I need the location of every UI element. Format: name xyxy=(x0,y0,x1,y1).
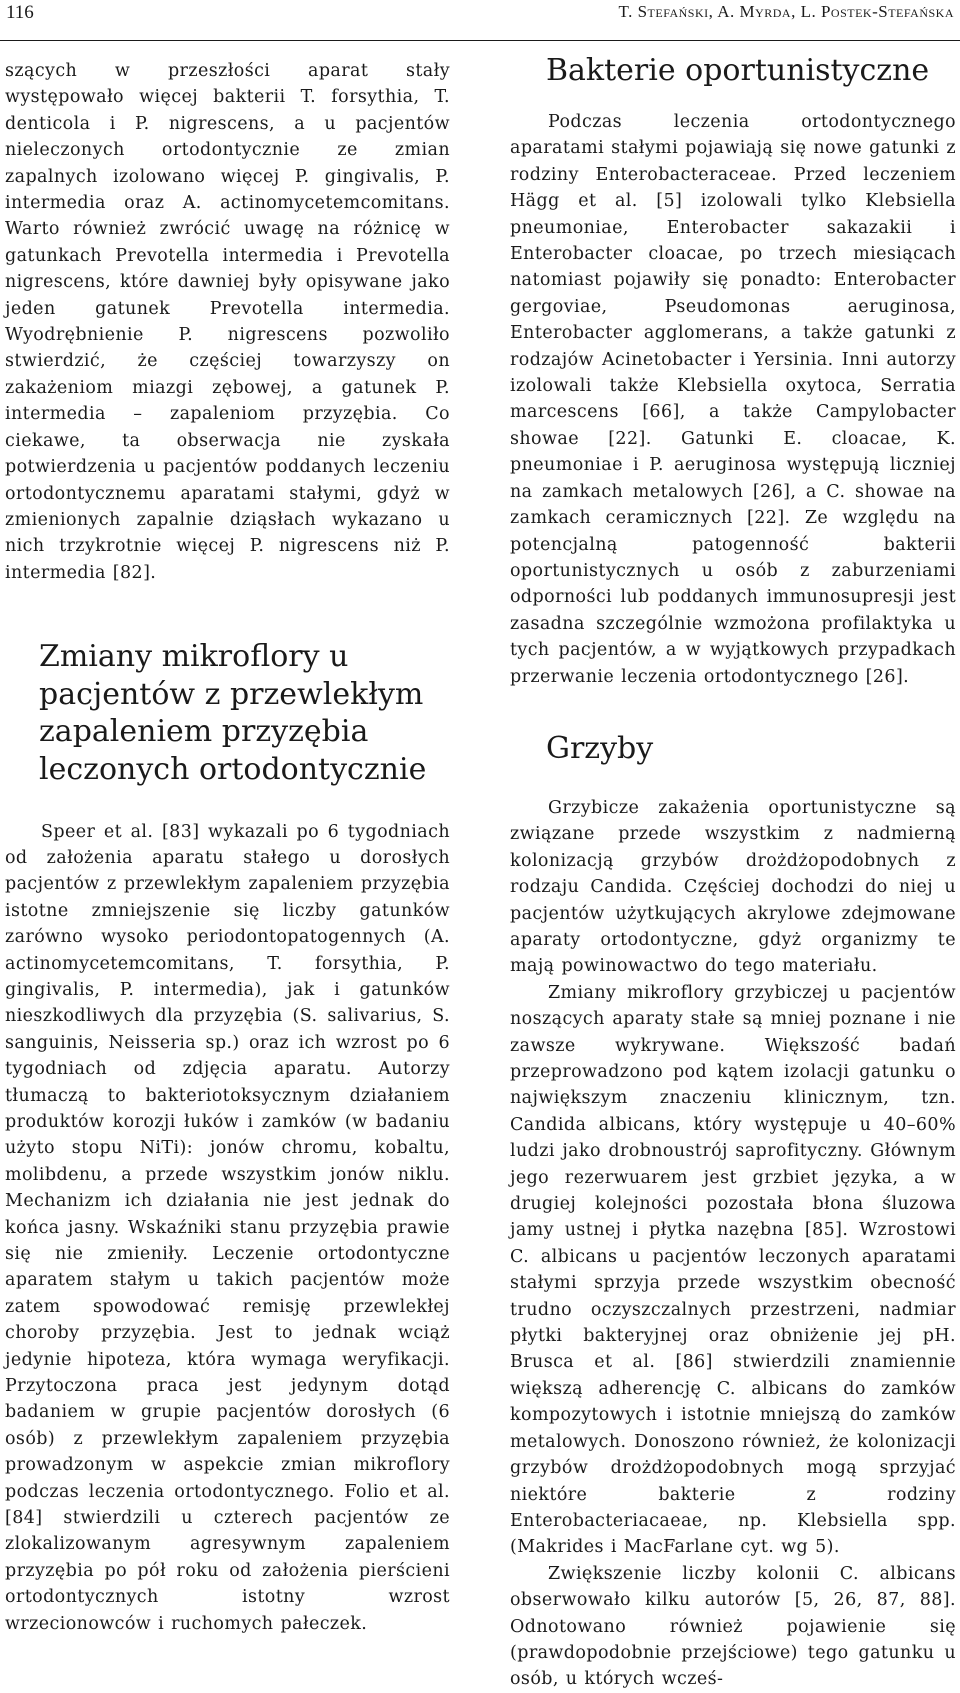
running-head: T. Stefański, A. Myrda, L. Postek-Stefańska xyxy=(618,2,954,21)
section-title-microflora-periodontitis: Zmiany mikroflory u pacjentów z przewlekłym zapaleniem przyzębia leczonych ortodontycznie xyxy=(39,639,427,787)
left-paragraph-2: Speer et al. [83] wykazali po 6 tygodniach od założenia aparatu stałego u dorosłych pacjentów z przewlekłym zapaleniem przyzębia istotne zmniejszenie się liczby gatunków zarówno wysoko periodontopatogennych (A. actinomycetemcomitans, T. forsythia, P. gingivalis, P. intermedia), jak i gatunków nieszkodliwych dla przyzębia (S. salivarius, S. sanguinis, Neisseria sp.) oraz ich wzrost po 6 tygodniach od zdjęcia aparatu. Autorzy tłumaczą to bakteriotoksycznym działaniem produktów korozji łuków i zamków (w badaniu użyto stopu NiTi): jonów chromu, kobaltu, molibdenu, a przede wszystkim jonów niklu. Mechanizm ich działania nie jest jednak do końca jasny. Wskaźniki stanu przyzębia prawie się nie zmieniły. Leczenie ortodontyczne aparatem stałym u takich pacjentów może zatem spowodować remisję przewlekłej choroby przyzębia. Jest to jednak wciąż jedynie hipoteza, która wymaga weryfikacji. Przytoczona praca jest jedynym dotąd badaniem w grupie pacjentów dorosłych (6 osób) z przewlekłym zapaleniem przyzębia prowadzonym w aspekcie zmian mikroflory podczas leczenia ortodontycznego. Folio et al. [84] stwierdzili u czterech pacjentów ze zlokalizowanym agresywnym zapaleniem przyzębia po pół roku od założenia pierścieni ortodontycznych istotny wzrost wrzecionowców i ruchomych pałeczek. xyxy=(5,821,450,1634)
left-paragraph-1: szących w przeszłości aparat stały występowało więcej bakterii T. forsythia, T. denticola i P. nigrescens, a u pacjentów nieleczonych ortodontycznie ze zmian zapalnych izolowano więcej P. gingivalis, P. intermedia oraz A. actinomycetemcomitans. Warto również zwrócić uwagę na różnicę w gatunkach Prevotella intermedia i Prevotella nigrescens, które dawniej były opisywane jako jeden gatunek Prevotella intermedia. Wyodrębnienie P. nigrescens pozwoliło stwierdzić, że częściej towarzyszy on zakażeniom miazgi zębowej, a gatunek P. intermedia – zapaleniom przyzębia. Co ciekawe, ta obserwacja nie zyskała potwierdzenia u pacjentów poddanych leczeniu ortodontycznemu aparatami stałymi, gdyż w zmienionych zapalnie dziąsłach wykazano u nich trzykrotnie więcej P. nigrescens niż P. intermedia [82]. xyxy=(5,61,450,583)
section-title-fungi: Grzyby xyxy=(546,730,654,766)
right-column xyxy=(510,53,956,1693)
section-title-opportunistic-bacteria: Bakterie oportunistyczne xyxy=(546,53,930,88)
left-column xyxy=(5,58,450,1637)
page-header xyxy=(0,0,960,41)
right-paragraph-1: Podczas leczenia ortodontycznego aparatami stałymi pojawiają się nowe gatunki z rodziny Enterobacteraceae. Przed leczeniem Hägg et al. [5] izolowali tylko Klebsiella pneumoniae, Enterobacter sakazakii i Enterobacter cloacae, po trzech miesiącach natomiast pojawiły się ponadto: Enterobacter gergoviae, Pseudomonas aeruginosa, Enterobacter agglomerans, a także gatunki z rodzajów Acinetobacter i Yersinia. Inni autorzy izolowali także Klebsiella oxytoca, Serratia marcescens [66], a także Campylobacter showae [22]. Gatunki E. cloacae, K. pneumoniae i P. aeruginosa występują liczniej na zamkach metalowych [26], a C. showae na zamkach ceramicznych [22]. Ze względu na potencjalną patogenność bakterii oportunistycznych u osób z zaburzeniami odporności lub poddanych immunosupresji jest zasadna szczególnie wzmożona profilaktyka u tych pacjentów, a w wyjątkowych przypadkach przerwanie leczenia ortodontycznego [26]. xyxy=(510,112,956,687)
right-paragraph-3: Zmiany mikroflory grzybiczej u pacjentów noszących aparaty stałe są mniej poznane i nie zawsze wykrywane. Większość badań przeprowadzono pod kątem izolacji gatunku o największym znaczeniu klinicznym, tzn. Candida albicans, który występuje u 40–60% ludzi jako drobnoustrój saprofityczny. Głównym jego rezerwuarem jest grzbiet języka, a w drugiej kolejności pozostała błona śluzowa jamy ustnej i płytka nazębna [85]. Wzrostowi C. albicans u pacjentów leczonych aparatami stałymi sprzyja przede wszystkim obecność trudno oczyszczalnych przestrzeni, nadmiar płytki bakteryjnej oraz obniżenie jej pH. Brusca et al. [86] stwierdzili znamiennie większą adherencję C. albicans do zamków kompozytowych i istotnie mniejszą do zamków metalowych. Donoszono również, że kolonizacji grzybów drożdżopodobnych mogą sprzyjać niektóre bakterie z rodziny Enterobacteriacaeae, np. Klebsiella spp. (Makrides i MacFarlane cyt. wg 5). xyxy=(510,982,956,1558)
right-paragraph-2: Grzybicze zakażenia oportunistyczne są związane przede wszystkim z nadmierną kolonizacją grzybów drożdżopodobnych z rodzaju Candida. Częściej dochodzi do niej u pacjentów użytkujących akrylowe zdejmowane aparaty ortodontyczne, gdyż organizmy te mają powinowactwo do tego materiału. xyxy=(510,797,956,977)
page-number: 116 xyxy=(6,2,34,23)
right-paragraph-4: Zwiększenie liczby kolonii C. albicans obserwowało kilku autorów [5, 26, 87, 88]. Odnotowano również pojawienie się (prawdopodobnie przejściowe) tego gatunku u osób, u których wcześ- xyxy=(510,1563,956,1690)
